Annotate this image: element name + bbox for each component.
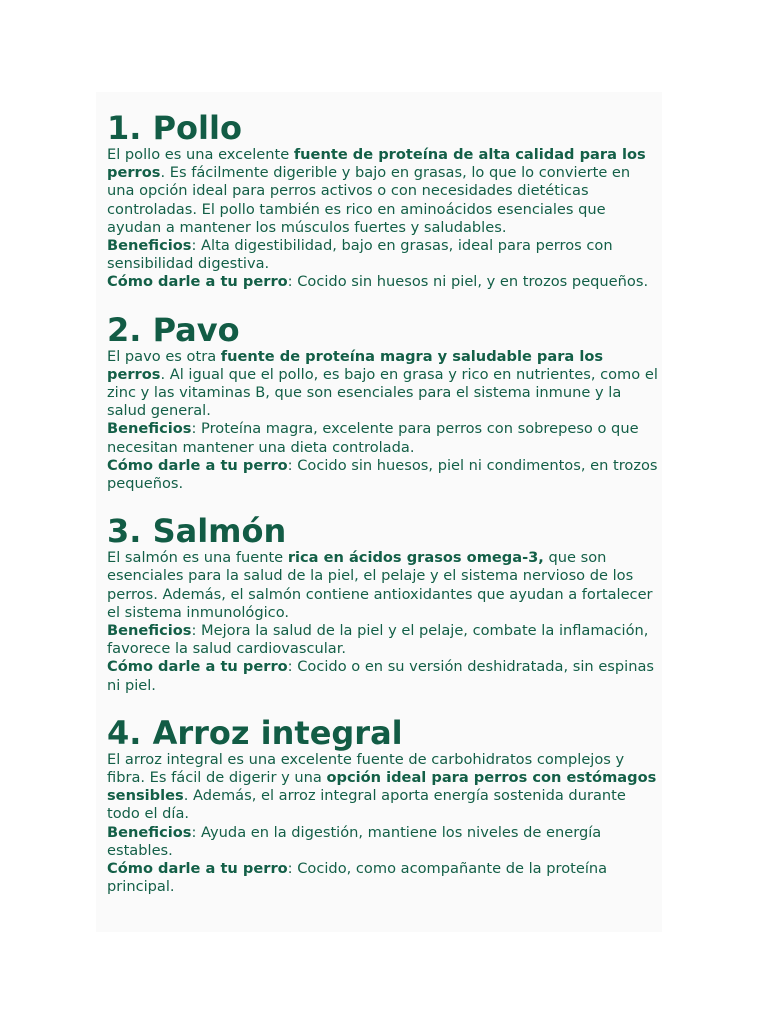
section-howto: Cómo darle a tu perro: Cocido o en su versión deshidratada, sin espinas ni piel. <box>107 658 655 694</box>
document-content <box>107 110 662 917</box>
section-salmon <box>107 513 662 695</box>
section-pavo <box>107 312 662 494</box>
section-title: 2. Pavo <box>107 310 240 349</box>
section-arroz-integral <box>107 715 662 897</box>
section-title: 4. Arroz integral <box>107 713 403 752</box>
section-benefits: Beneficios: Proteína magra, excelente para perros con sobrepeso o que necesitan mantener una dieta controlada. <box>107 420 639 456</box>
section-title: 3. Salmón <box>107 512 287 551</box>
section-benefits: Beneficios: Mejora la salud de la piel y el pelaje, combate la inflamación, favorece la salud cardiovascular. <box>107 622 649 658</box>
section-intro: El pollo es una excelente fuente de proteína de alta calidad para los perros. Es fácilmente digerible y bajo en grasas, lo que lo convierte en una opción ideal para perros activos o con necesidades dietéticas controladas. El pollo también es rico en aminoácidos esenciales que ayudan a mantener los músculos fuertes y saludables. <box>107 146 646 236</box>
section-title: 1. Pollo <box>107 109 242 147</box>
section-intro: El salmón es una fuente rica en ácidos grasos omega-3, que son esenciales para la salud de la piel, el pelaje y el sistema nervioso de los perros. Además, el salmón contiene antioxidantes que ayudan a fortalecer el sistema inmunológico. <box>107 549 653 621</box>
section-howto: Cómo darle a tu perro: Cocido, como acompañante de la proteína principal. <box>107 860 608 896</box>
section-howto: Cómo darle a tu perro: Cocido sin huesos ni piel, y en trozos pequeños. <box>107 273 649 291</box>
section-benefits: Beneficios: Alta digestibilidad, bajo en grasas, ideal para perros con sensibilidad digestiva. <box>107 237 613 273</box>
section-intro: El arroz integral es una excelente fuente de carbohidratos complejos y fibra. Es fácil de digerir y una opción ideal para perros con estómagos sensibles. Además, el arroz integral aporta energía sostenida durante todo el día. <box>107 750 657 823</box>
document-page <box>96 92 662 932</box>
section-benefits: Beneficios: Ayuda en la digestión, mantiene los niveles de energía estables. <box>107 823 602 859</box>
section-howto: Cómo darle a tu perro: Cocido sin huesos, piel ni condimentos, en trozos pequeños. <box>107 456 658 493</box>
section-intro: El pavo es otra fuente de proteína magra y saludable para los perros. Al igual que el pollo, es bajo en grasa y rico en nutrientes, como el zinc y las vitaminas B, que son esenciales para el sistema inmune y la salud general. <box>107 347 658 420</box>
section-pollo <box>107 110 662 292</box>
